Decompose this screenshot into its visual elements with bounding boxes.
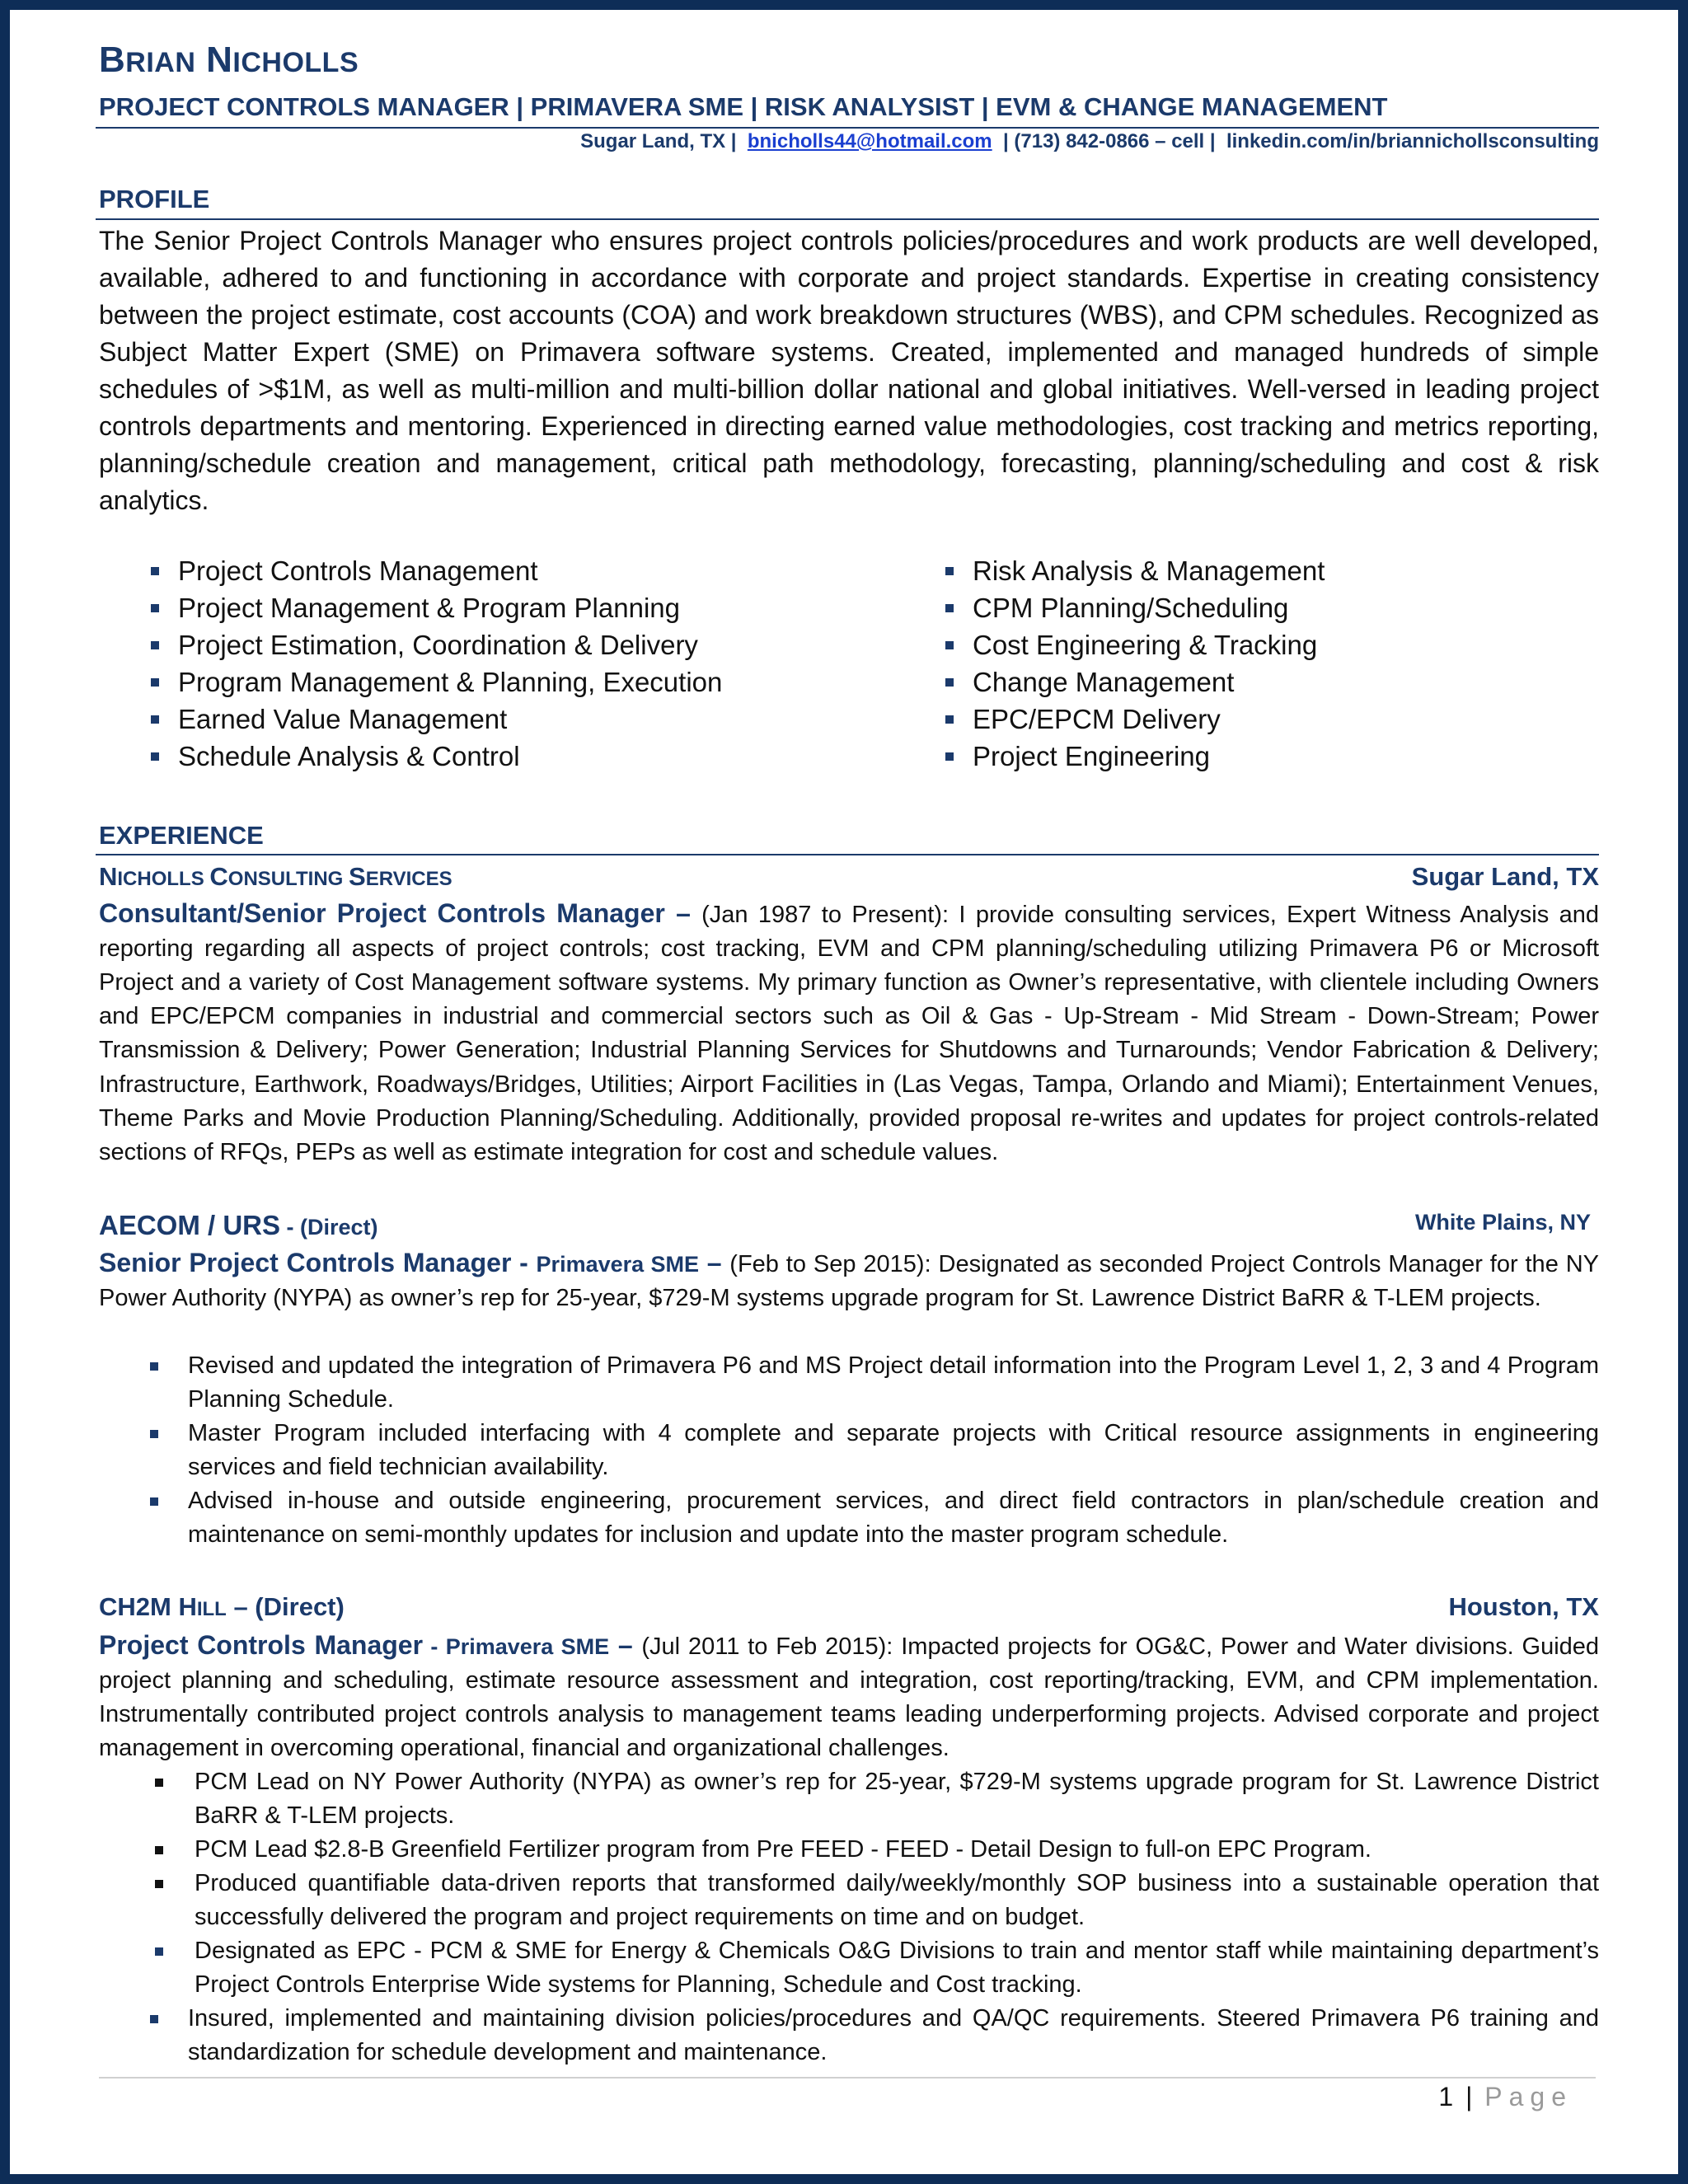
job-title: Senior Project Controls Manager - xyxy=(99,1248,537,1277)
job-header xyxy=(99,1210,1599,1243)
list-item: Project Estimation, Coordination & Delivery xyxy=(99,626,722,663)
list-item: Project Controls Management xyxy=(99,552,722,589)
list-item: Produced quantifiable data-driven reports that transformed daily/weekly/monthly SOP business into a sustainable operation that successfully delivered the program and project requirements on time and on budget. xyxy=(99,1867,1599,1934)
bullet-icon xyxy=(155,1846,163,1854)
page-label: Page xyxy=(1484,2082,1573,2111)
bullet-icon xyxy=(945,567,954,575)
list-item: Risk Analysis & Management xyxy=(893,552,1325,589)
bullet-icon xyxy=(155,1947,163,1956)
email-link[interactable]: bnicholls44@hotmail.com xyxy=(747,130,992,152)
job-location: White Plains, NY xyxy=(1414,1210,1591,1235)
list-item: EPC/EPCM Delivery xyxy=(893,701,1325,738)
list-item: Advised in-house and outside engineering, procurement services, and direct field contractors in plan/schedule creation and maintenance on semi-monthly updates for inclusion and update into the master program schedule. xyxy=(99,1484,1599,1552)
bullet-icon xyxy=(155,1880,163,1888)
list-item: CPM Planning/Scheduling xyxy=(893,589,1325,626)
list-item: PCM Lead $2.8-B Greenfield Fertilizer program from Pre FEED - FEED - Detail Design to full-on EPC Program. xyxy=(99,1833,1599,1867)
list-item: Revised and updated the integration of Primavera P6 and MS Project detail information into the Program Level 1, 2, 3 and 4 Program Planning Schedule. xyxy=(99,1349,1599,1417)
profile-divider xyxy=(96,218,1599,220)
list-item: Project Management & Program Planning xyxy=(99,589,722,626)
list-item: Master Program included interfacing with 4 complete and separate projects with Critical resource assignments in engineering services and field technician availability. xyxy=(99,1417,1599,1484)
list-item: Designated as EPC - PCM & SME for Energy & Chemicals O&G Divisions to train and mentor staff while maintaining department’s Project Controls Enterprise Wide systems for Planning, Schedule and Cost tracking. xyxy=(99,1934,1599,2002)
bullet-icon xyxy=(151,678,159,687)
list-item: Project Engineering xyxy=(893,738,1325,775)
bullet-icon xyxy=(150,1497,158,1506)
footer-divider xyxy=(99,2077,1596,2079)
contact-location: Sugar Land, TX | xyxy=(580,130,737,152)
bullet-icon xyxy=(151,641,159,649)
list-item: Change Management xyxy=(893,663,1325,701)
list-item: Insured, implemented and maintaining division policies/procedures and QA/QC requirements. Steered Primavera P6 training and standardization for schedule development and maintenance. xyxy=(99,2002,1599,2069)
job-title: Project Controls Manager xyxy=(99,1630,424,1660)
profile-text: The Senior Project Controls Manager who ensures project controls policies/procedures and work products are well developed, available, adhered to and functioning in accordance with corporate and project standards. Expertise in creating consistency between the project estimate, cost accounts (COA) and work breakdown structures (WBS), and CPM schedules. Recognized as Subject Matter Expert (SME) on Primavera software systems. Created, implemented and managed hundreds of simple schedules of >$1M, as well as multi-million and multi-billion dollar national and global initiatives. Well-versed in leading project controls departments and mentoring. Experienced in directing earned value methodologies, cost tracking and metrics reporting, planning/schedule creation and management, critical path methodology, forecasting, planning/scheduling and cost & risk analytics. xyxy=(99,226,1599,515)
company-name: AECOM / URS - (Direct) xyxy=(99,1210,378,1240)
bullet-icon xyxy=(945,678,954,687)
bullet-icon xyxy=(150,2015,158,2023)
list-item: Program Management & Planning, Execution xyxy=(99,663,722,701)
bullet-icon xyxy=(151,715,159,724)
bullet-icon xyxy=(945,604,954,612)
experience-divider xyxy=(96,854,1599,855)
job-location: Sugar Land, TX xyxy=(1411,862,1599,891)
bullet-icon xyxy=(945,641,954,649)
job-bullets xyxy=(99,1349,1599,1552)
page-number: 1 xyxy=(1438,2082,1456,2111)
tagline: PROJECT CONTROLS MANAGER | PRIMAVERA SME | RISK ANALYSIST | EVM & CHANGE MANAGEMENT xyxy=(99,92,1388,121)
skills-right-column xyxy=(893,552,1325,775)
experience-heading: EXPERIENCE xyxy=(99,821,264,850)
header-divider xyxy=(96,127,1599,129)
bullet-icon xyxy=(945,715,954,724)
bullet-icon xyxy=(150,1430,158,1438)
page-footer: 1 | Page xyxy=(1438,2082,1573,2111)
list-item: Cost Engineering & Tracking xyxy=(893,626,1325,663)
candidate-name: BRIAN NICHOLLS xyxy=(99,40,359,80)
job-description: Consultant/Senior Project Controls Manager – (Jan 1987 to Present): I provide consulting services, Expert Witness Analysis and reporting regarding all aspects of project controls; cost tracking, EVM and CPM planning/scheduling utilizing Primavera P6 or Microsoft Project and a variety of Cost Management software systems. My primary function as Owner’s representative, with clientele including Owners and EPC/EPCM companies in industrial and commercial sectors such as Oil & Gas - Up-Stream - Mid Stream - Down-Stream; Power Transmission & Delivery; Power Generation; Industrial Planning Services for Shutdowns and Turnarounds; Vendor Fabrication & Delivery; Infrastructure, Earthwork, Roadways/Bridges, Utilities; Airport Facilities in (Las Vegas, Tampa, Orlando and Miami); Entertainment Venues, Theme Parks and Movie Production Planning/Scheduling. Additionally, provided proposal re-writes and updates for project controls-related sections of RFQs, PEPs as well as estimate integration for cost and schedule values. xyxy=(99,898,1600,1165)
bullet-icon xyxy=(945,752,954,761)
skills-left-column xyxy=(99,552,722,775)
bullet-icon xyxy=(151,752,159,761)
bullet-icon xyxy=(155,1779,163,1787)
linkedin-link[interactable]: linkedin.com/in/briannichollsconsulting xyxy=(1226,130,1599,152)
contact-line xyxy=(99,130,1599,153)
job-header xyxy=(99,1592,1599,1625)
job-title: Consultant/Senior Project Controls Manager xyxy=(99,898,665,928)
job-description: Project Controls Manager - Primavera SME – (Jul 2011 to Feb 2015): Impacted projects for OG&C, Power and Water divisions. Guided project planning and scheduling, estimate resource assessment and integration, cost reporting/tracking, EVM, and CPM implementation. Instrumentally contributed project controls analysis to management teams leading underperforming projects. Advised corporate and project management in overcoming operational, financial and organizational challenges. xyxy=(99,1630,1600,1761)
list-item: Earned Value Management xyxy=(99,701,722,738)
company-name: NICHOLLS CONSULTING SERVICES xyxy=(99,862,452,891)
job-bullets xyxy=(99,1765,1599,2069)
resume-page xyxy=(10,10,1678,2174)
job-location: Houston, TX xyxy=(1448,1592,1599,1621)
contact-phone: | (713) 842-0866 – cell | xyxy=(1003,130,1216,152)
job-description: Senior Project Controls Manager - Primavera SME – (Feb to Sep 2015): Designated as seconded Project Controls Manager for the NY Power Authority (NYPA) as owner’s rep for 25-year, $729-M systems upgrade program for St. Lawrence District BaRR & T-LEM projects. xyxy=(99,1248,1600,1311)
bullet-icon xyxy=(150,1362,158,1371)
bullet-icon xyxy=(151,567,159,575)
company-name: CH2M HILL – (Direct) xyxy=(99,1592,345,1621)
job-header xyxy=(99,862,1599,895)
list-item: PCM Lead on NY Power Authority (NYPA) as owner’s rep for 25-year, $729-M systems upgrade program for St. Lawrence District BaRR & T-LEM projects. xyxy=(99,1765,1599,1833)
profile-heading: PROFILE xyxy=(99,185,210,213)
list-item: Schedule Analysis & Control xyxy=(99,738,722,775)
bullet-icon xyxy=(151,604,159,612)
